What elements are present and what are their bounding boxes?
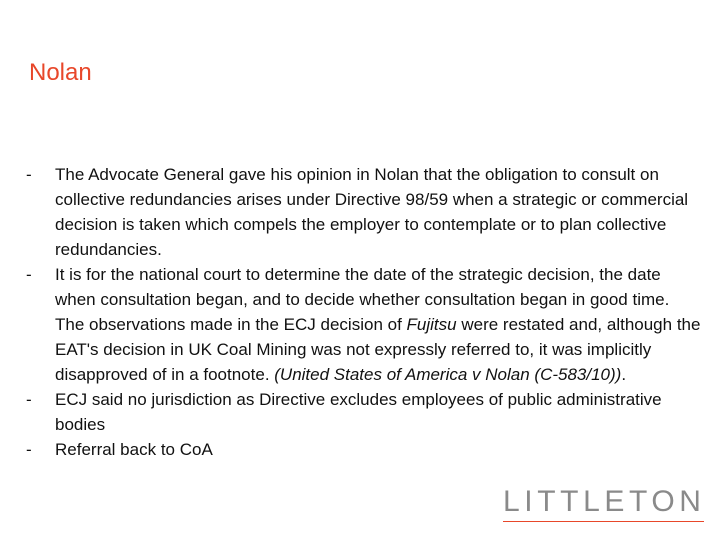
bullet-text-part: It is for the national court to determine the date of the strategic decision, the date when consultation began, and to decide whether consultation began in good time. The observations made in the ECJ decision of xyxy=(55,265,670,334)
littleton-logo xyxy=(503,484,704,522)
case-name-fujitsu: Fujitsu xyxy=(406,315,457,334)
case-citation: (United States of America v Nolan (C-583/10)) xyxy=(274,365,622,384)
bullet-text: The Advocate General gave his opinion in Nolan that the obligation to consult on collective redundancies arises under Directive 98/59 when a strategic or commercial decision is taken which compels the employer to contemplate or to plan collective redundancies. xyxy=(55,165,689,259)
bullet-item-1 xyxy=(26,162,702,262)
bullet-item-4 xyxy=(26,437,702,462)
bullet-text xyxy=(55,262,702,387)
bullet-list xyxy=(26,162,702,462)
bullet-text: ECJ said no jurisdiction as Directive excludes employees of public administrative bodies xyxy=(55,390,662,434)
bullet-item-3 xyxy=(26,387,702,437)
logo-underline xyxy=(503,521,704,522)
logo-wordmark: LITTLETON xyxy=(503,485,706,518)
bullet-marker: - xyxy=(26,265,32,284)
bullet-marker: - xyxy=(26,390,32,409)
bullet-text: Referral back to CoA xyxy=(55,440,213,459)
bullet-text-part: were restated and, although the EAT's decision in UK Coal Mining was not expressly referred to, it was implicitly disapproved of in a footnote. xyxy=(55,315,701,384)
slide-title: Nolan xyxy=(29,59,92,86)
bullet-marker: - xyxy=(26,165,32,184)
bullet-item-2 xyxy=(26,262,702,387)
bullet-marker: - xyxy=(26,440,32,459)
bullet-text-part: . xyxy=(621,365,627,384)
